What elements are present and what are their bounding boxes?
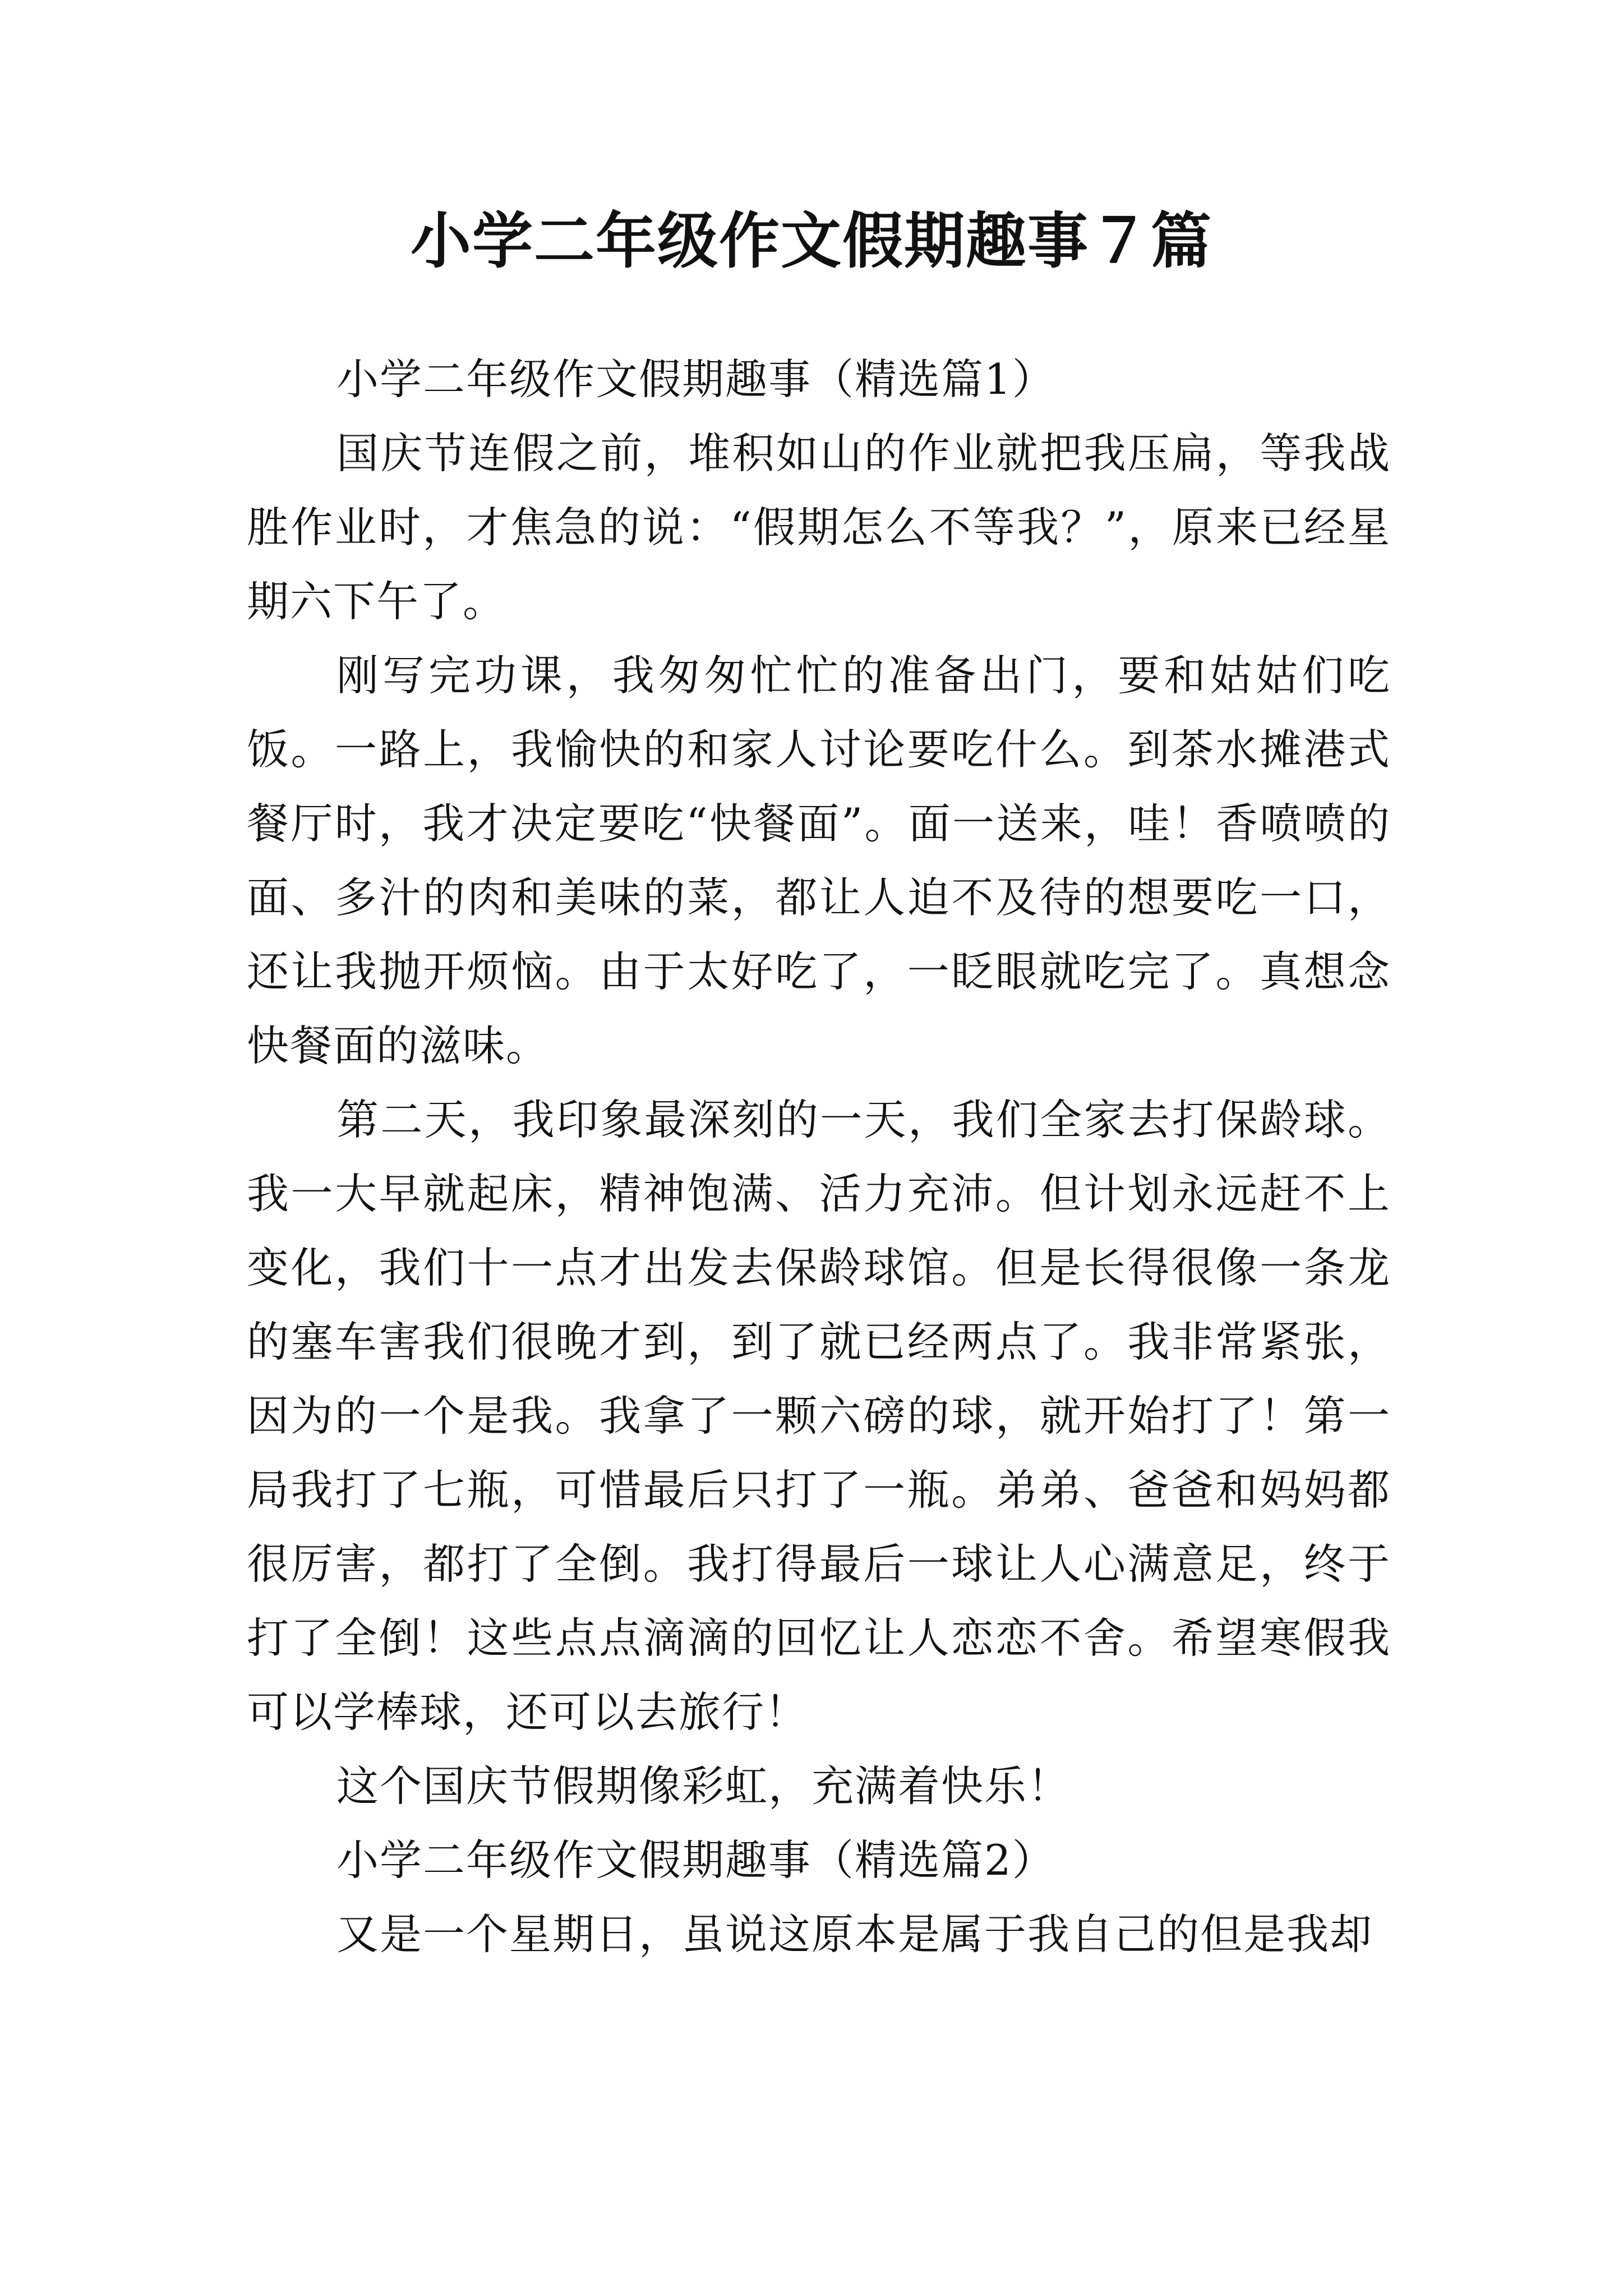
paragraph: 国庆节连假之前，堆积如山的作业就把我压扁，等我战胜作业时，才焦急的说：“假期怎么不等我？”，原来已经星期六下午了。: [247, 429, 1391, 626]
paragraph: 刚写完功课，我匆匆忙忙的准备出门，要和姑姑们吃饭。一路上，我愉快的和家人讨论要吃什么。到茶水摊港式餐厅时，我才决定要吃“快餐面”。面一送来，哇！香喷喷的面、多汁的肉和美味的菜，都让人迫不及待的想要吃一口，还让我抛开烦恼。由于太好吃了，一眨眼就吃完了。真想念快餐面的滋味。: [247, 651, 1391, 1070]
paragraph: 又是一个星期日，虽说这原本是属于我自己的但是我却: [336, 1910, 1373, 1959]
document-title: 小学二年级作文假期趣事７篇: [410, 206, 1212, 277]
document-body: [247, 342, 1391, 1971]
paragraph: 这个国庆节假期像彩虹，充满着快乐！: [336, 1761, 1071, 1811]
section-heading-1: 小学二年级作文假期趣事（精选篇1）: [336, 355, 1055, 404]
section-heading-2: 小学二年级作文假期趣事（精选篇2）: [336, 1835, 1055, 1885]
paragraph: 第二天，我印象最深刻的一天，我们全家去打保龄球。我一大早就起床，精神饱满、活力充沛。但计划永远赶不上变化，我们十一点才出发去保龄球馆。但是长得很像一条龙的塞车害我们很晚才到，到了就已经两点了。我非常紧张，因为的一个是我。我拿了一颗六磅的球，就开始打了！第一局我打了七瓶，可惜最后只打了一瓶。弟弟、爸爸和妈妈都很厉害，都打了全倒。我打得最后一球让人心满意足，终于打了全倒！这些点点滴滴的回忆让人恋恋不舍。希望寒假我可以学棒球，还可以去旅行！: [247, 1095, 1391, 1737]
